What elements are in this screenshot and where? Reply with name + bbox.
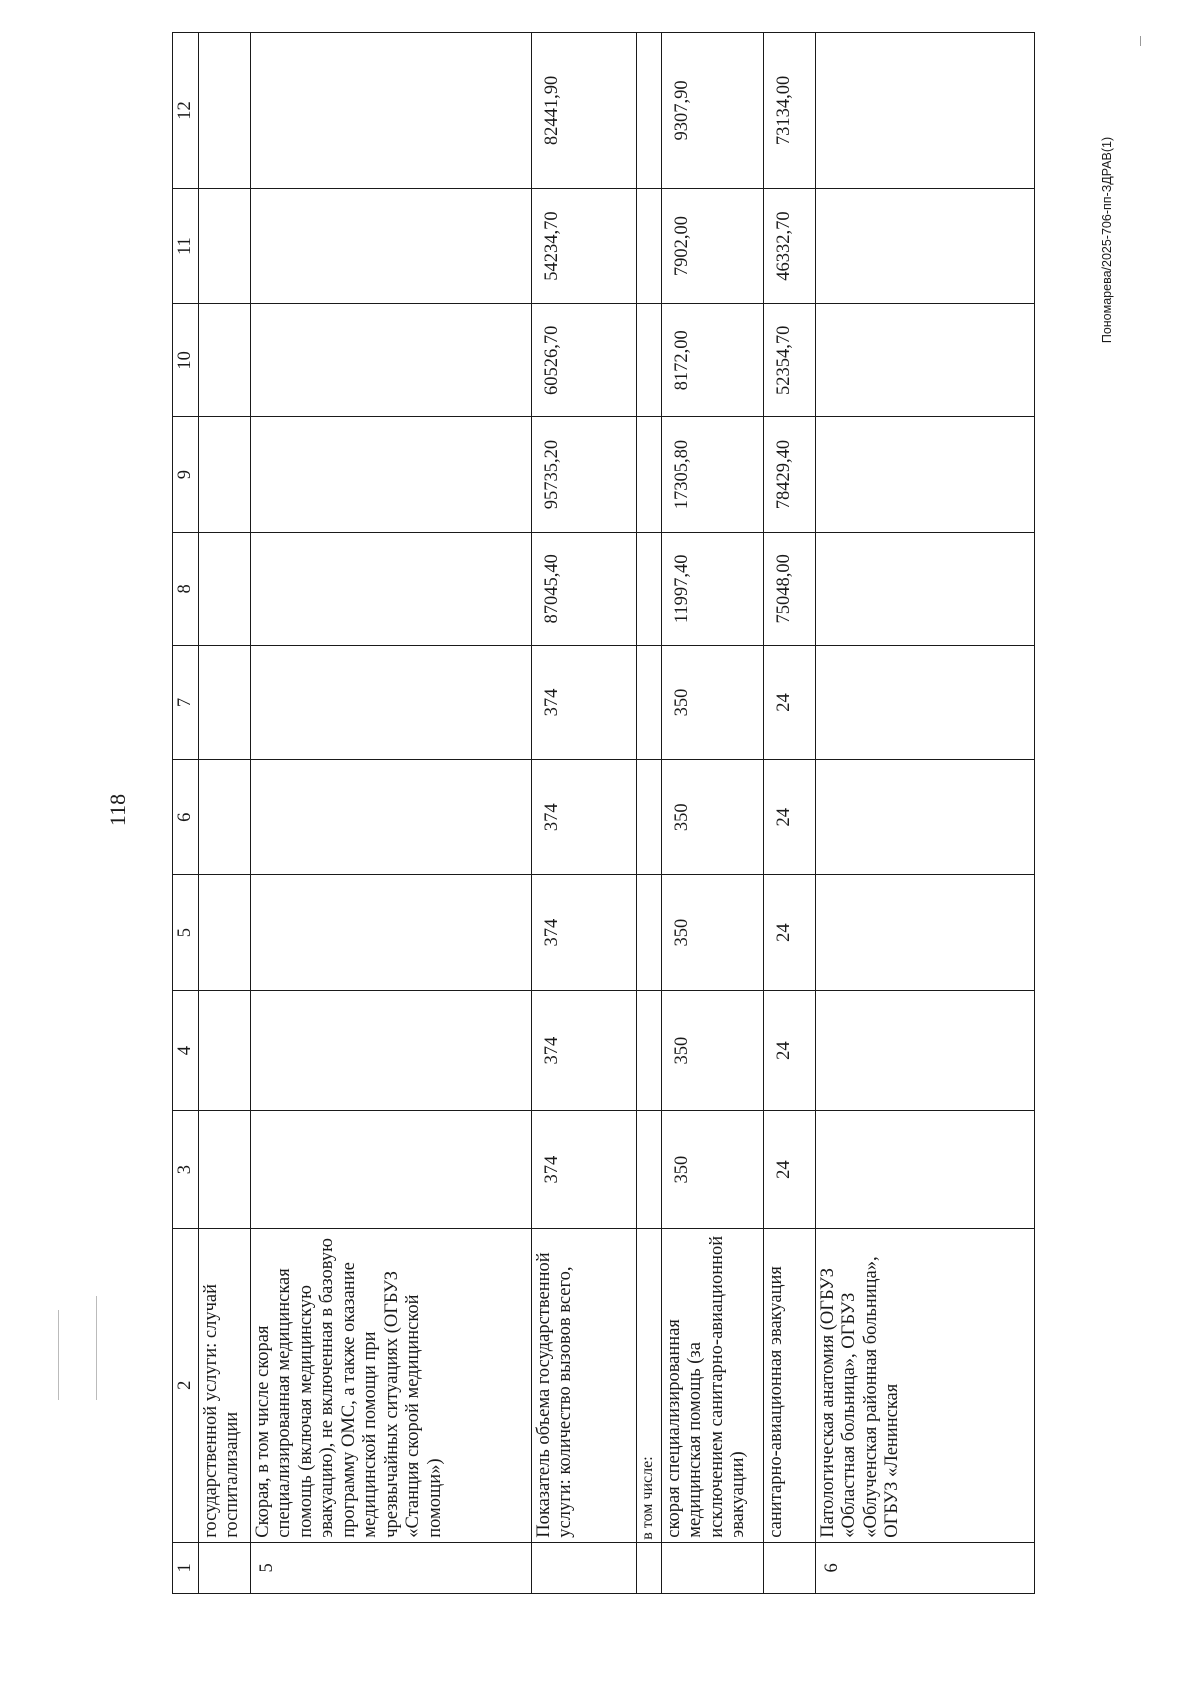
cell-value: 11997,40	[662, 532, 764, 645]
cell-value	[816, 304, 1035, 417]
row-description: Показатель объема государственной услуги: количество вызовов всего,	[532, 1228, 637, 1542]
cell-value: 350	[662, 990, 764, 1111]
cell-value	[251, 188, 532, 303]
cell-value	[251, 304, 532, 417]
cell-value	[816, 645, 1035, 759]
document-reference: Пономарева/2025-706-пп-ЗДРАВ(1)	[1100, 136, 1114, 344]
cell-value: 374	[532, 875, 637, 990]
cell-value: 24	[764, 990, 816, 1111]
budget-table-rotated	[172, 32, 1034, 1594]
cell-value	[816, 417, 1035, 532]
column-numbers-row	[173, 33, 199, 1594]
cell-value: 17305,80	[662, 417, 764, 532]
column-number: 1	[173, 1542, 199, 1593]
cell-value	[199, 188, 251, 303]
cell-value	[816, 1111, 1035, 1228]
cell-value	[816, 990, 1035, 1111]
cell-value: 75048,00	[764, 532, 816, 645]
cell-value: 60526,70	[532, 304, 637, 417]
cell-value: 24	[764, 760, 816, 875]
cell-value: 87045,40	[532, 532, 637, 645]
column-number: 10	[173, 304, 199, 417]
cell-value	[816, 760, 1035, 875]
column-number: 11	[173, 188, 199, 303]
cell-value	[251, 760, 532, 875]
table-row	[764, 33, 816, 1594]
cell-value	[637, 417, 662, 532]
cell-value: 350	[662, 875, 764, 990]
cell-value: 374	[532, 990, 637, 1111]
cell-value: 350	[662, 760, 764, 875]
row-index	[637, 1542, 662, 1593]
cell-value	[251, 1111, 532, 1228]
row-description: санитарно-авиационная эвакуация	[764, 1228, 816, 1542]
table-row	[816, 33, 1035, 1594]
cell-value	[251, 33, 532, 189]
cell-value	[637, 645, 662, 759]
cell-value: 350	[662, 645, 764, 759]
cell-value: 82441,90	[532, 33, 637, 189]
cell-value: 24	[764, 1111, 816, 1228]
cell-value	[816, 33, 1035, 189]
cell-value: 7902,00	[662, 188, 764, 303]
row-index: 5	[251, 1542, 532, 1593]
scan-mark	[1140, 36, 1141, 46]
cell-value: 24	[764, 875, 816, 990]
scan-artifact	[58, 1310, 59, 1400]
cell-value	[816, 532, 1035, 645]
column-number: 2	[173, 1228, 199, 1542]
row-index	[764, 1542, 816, 1593]
cell-value: 54234,70	[532, 188, 637, 303]
cell-value: 24	[764, 645, 816, 759]
row-index	[199, 1542, 251, 1593]
cell-value: 350	[662, 1111, 764, 1228]
table-row	[199, 33, 251, 1594]
cell-value	[637, 532, 662, 645]
cell-value	[199, 417, 251, 532]
cell-value	[637, 304, 662, 417]
budget-table	[172, 32, 1035, 1594]
page-number: 118	[105, 793, 130, 827]
cell-value	[251, 990, 532, 1111]
column-number: 6	[173, 760, 199, 875]
row-index	[662, 1542, 764, 1593]
cell-value	[637, 1111, 662, 1228]
column-number: 5	[173, 875, 199, 990]
cell-value: 374	[532, 760, 637, 875]
column-number: 9	[173, 417, 199, 532]
table-row	[637, 33, 662, 1594]
cell-value	[199, 990, 251, 1111]
row-description: скорая специализированная медицинская помощь (за исключением санитарно-авиационной эвакуации)	[662, 1228, 764, 1542]
column-number: 12	[173, 33, 199, 189]
row-description: Скорая, в том числе скорая специализированная медицинская помощь (включая медицинскую эвакуацию), не включенная в базовую программу ОМС, а также оказание медицинской помощи при чрезвычайных ситуациях (ОГБУЗ «Станция скорой медицинской помощи»)	[251, 1228, 532, 1542]
cell-value	[637, 760, 662, 875]
cell-value	[251, 532, 532, 645]
column-number: 8	[173, 532, 199, 645]
row-description: в том числе:	[637, 1228, 662, 1542]
cell-value	[199, 760, 251, 875]
cell-value	[637, 990, 662, 1111]
cell-value: 95735,20	[532, 417, 637, 532]
cell-value: 46332,70	[764, 188, 816, 303]
column-number: 7	[173, 645, 199, 759]
cell-value: 73134,00	[764, 33, 816, 189]
cell-value: 78429,40	[764, 417, 816, 532]
cell-value	[251, 875, 532, 990]
cell-value	[251, 417, 532, 532]
row-index	[532, 1542, 637, 1593]
row-description: государственной услуги: случай госпитализации	[199, 1228, 251, 1542]
cell-value: 374	[532, 1111, 637, 1228]
cell-value	[199, 1111, 251, 1228]
column-number: 3	[173, 1111, 199, 1228]
table-row	[251, 33, 532, 1594]
table-row	[532, 33, 637, 1594]
cell-value: 8172,00	[662, 304, 764, 417]
cell-value	[199, 645, 251, 759]
column-number: 4	[173, 990, 199, 1111]
cell-value	[637, 188, 662, 303]
cell-value	[199, 304, 251, 417]
cell-value: 9307,90	[662, 33, 764, 189]
row-index: 6	[816, 1542, 1035, 1593]
table-row	[662, 33, 764, 1594]
cell-value	[199, 875, 251, 990]
cell-value: 374	[532, 645, 637, 759]
cell-value	[637, 875, 662, 990]
scan-artifact	[96, 1296, 97, 1400]
cell-value: 52354,70	[764, 304, 816, 417]
cell-value	[816, 875, 1035, 990]
cell-value	[251, 645, 532, 759]
row-description: Патологическая анатомия (ОГБУЗ «Областная больница», ОГБУЗ «Облученская районная больница», ОГБУЗ «Ленинская	[816, 1228, 1035, 1542]
cell-value	[637, 33, 662, 189]
cell-value	[199, 33, 251, 189]
cell-value	[816, 188, 1035, 303]
cell-value	[199, 532, 251, 645]
